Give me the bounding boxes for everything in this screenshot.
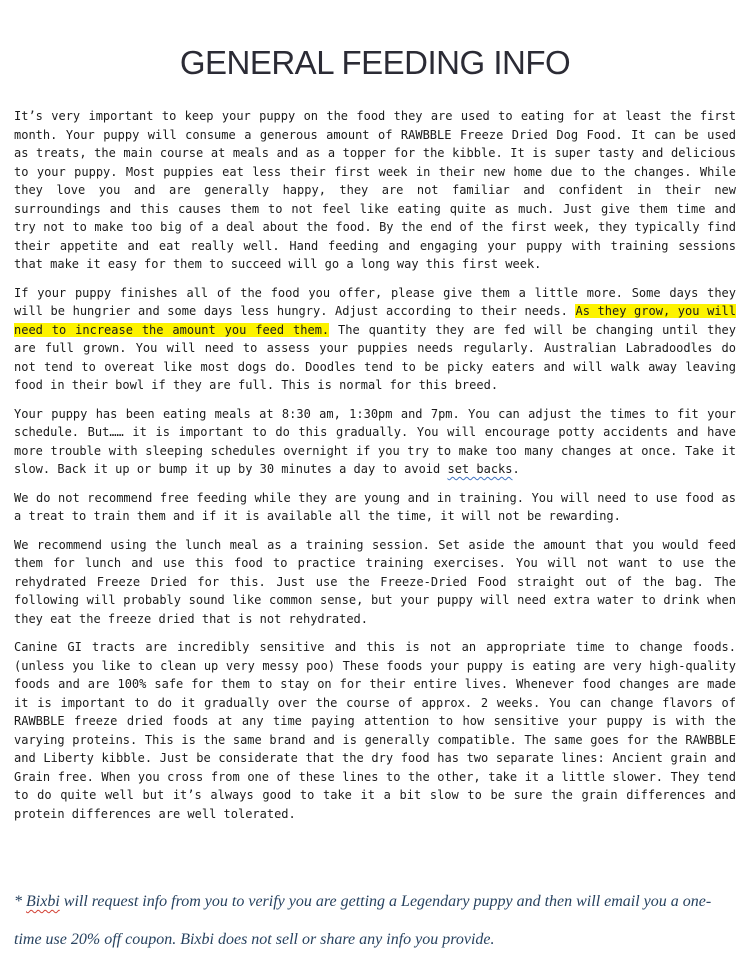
page-title: GENERAL FEEDING INFO xyxy=(179,44,571,81)
spellcheck-underlined-text: Bixbi xyxy=(26,893,60,910)
text-run: We recommend using the lunch meal as a training session. Set aside the amount that you would feed them for lunch and use this food to practice training exercises. You will not want to use the rehydrated Freeze Dried for this. Just use the Freeze-Dried Food straight out of the bag. The following will probably sound like common sense, but your puppy will need extra water to drink when they eat the freeze dried that is not rehydrated. xyxy=(14,537,736,626)
footnote xyxy=(14,883,736,959)
paragraph xyxy=(14,536,736,629)
text-run: will request info from you to verify you are getting a Legendary puppy and then will email you a one-time use 20% off coupon. Bixbi does not sell or share any info you provide. xyxy=(14,893,712,948)
text-run: If your puppy finishes all of the food you offer, please give them a little more. Some days they will be hungrier and some days less hungry. Adjust according to their needs. xyxy=(14,285,736,318)
paragraph xyxy=(14,405,736,479)
text-run: * xyxy=(14,893,26,910)
paragraph xyxy=(14,284,736,395)
highlighted-text: As they grow, you will need to increase the amount you feed them. xyxy=(14,304,736,337)
text-run: Your puppy has been eating meals at 8:30 am, 1:30pm and 7pm. You can adjust the times to fit your schedule. But…… it is important to do this gradually. You will encourage potty accidents and have more trouble with sleeping schedules overnight if you try to make too many changes at once. Take it slow. Back it up or bump it up by 30 minutes a day to avoid xyxy=(14,406,736,476)
paragraph xyxy=(14,638,736,823)
text-run: Canine GI tracts are incredibly sensitive and this is not an appropriate time to change foods. (unless you like to clean up very messy poo) These foods your puppy is eating are very high-quality foods and are 100% safe for them to stay on for their entire lives. Whenever food changes are made it is important to do it gradually over the course of approx. 2 weeks. You can change flavors of RAWBBLE freeze dried foods at any time paying attention to how sensitive your puppy is with the varying proteins. This is the same brand and is generally compatible. The same goes for the RAWBBLE and Liberty kibble. Just be considerate that the dry food has two separate lines: Ancient grain and Grain free. When you cross from one of these lines to the other, take it a little slower. They tend to do quite well but it’s always good to take it a bit slow to be sure the grain differences and protein differences are well tolerated. xyxy=(14,640,736,821)
text-run: . xyxy=(512,462,520,476)
text-run: It’s very important to keep your puppy on the food they are used to eating for at least the first month. Your puppy will consume a generous amount of RAWBBLE Freeze Dried Dog Food. It can be used as treats, the main course at meals and as a topper for the kibble. It is super tasty and delicious to your puppy. Most puppies eat less their first week in their new home due to the changes. While they love you and are generally happy, they are not familiar and confident in their new surroundings and this causes them to not feel like eating quite as much. Just give them time and try not to make too big of a deal about the food. By the end of the first week, they typically find their appetite and eat really well. Hand feeding and engaging your puppy with training sessions that make it easy for them to succeed will go a long way this first week. xyxy=(14,109,736,271)
document-body xyxy=(14,107,736,823)
spellcheck-underlined-text: set backs xyxy=(447,462,513,476)
paragraph xyxy=(14,107,736,274)
paragraph xyxy=(14,489,736,526)
text-run: We do not recommend free feeding while they are young and in training. You will need to use food as a treat to train them and if it is available all the time, it will not be rewarding. xyxy=(14,490,736,523)
text-run: The quantity they are fed will be changing until they are full grown. You will need to assess your puppies needs regularly. Australian Labradoodles do not tend to overeat like most dogs do. Doodles tend to be picky eaters and will walk away leaving food in their bowl if they are full. This is normal for this breed. xyxy=(14,322,736,392)
